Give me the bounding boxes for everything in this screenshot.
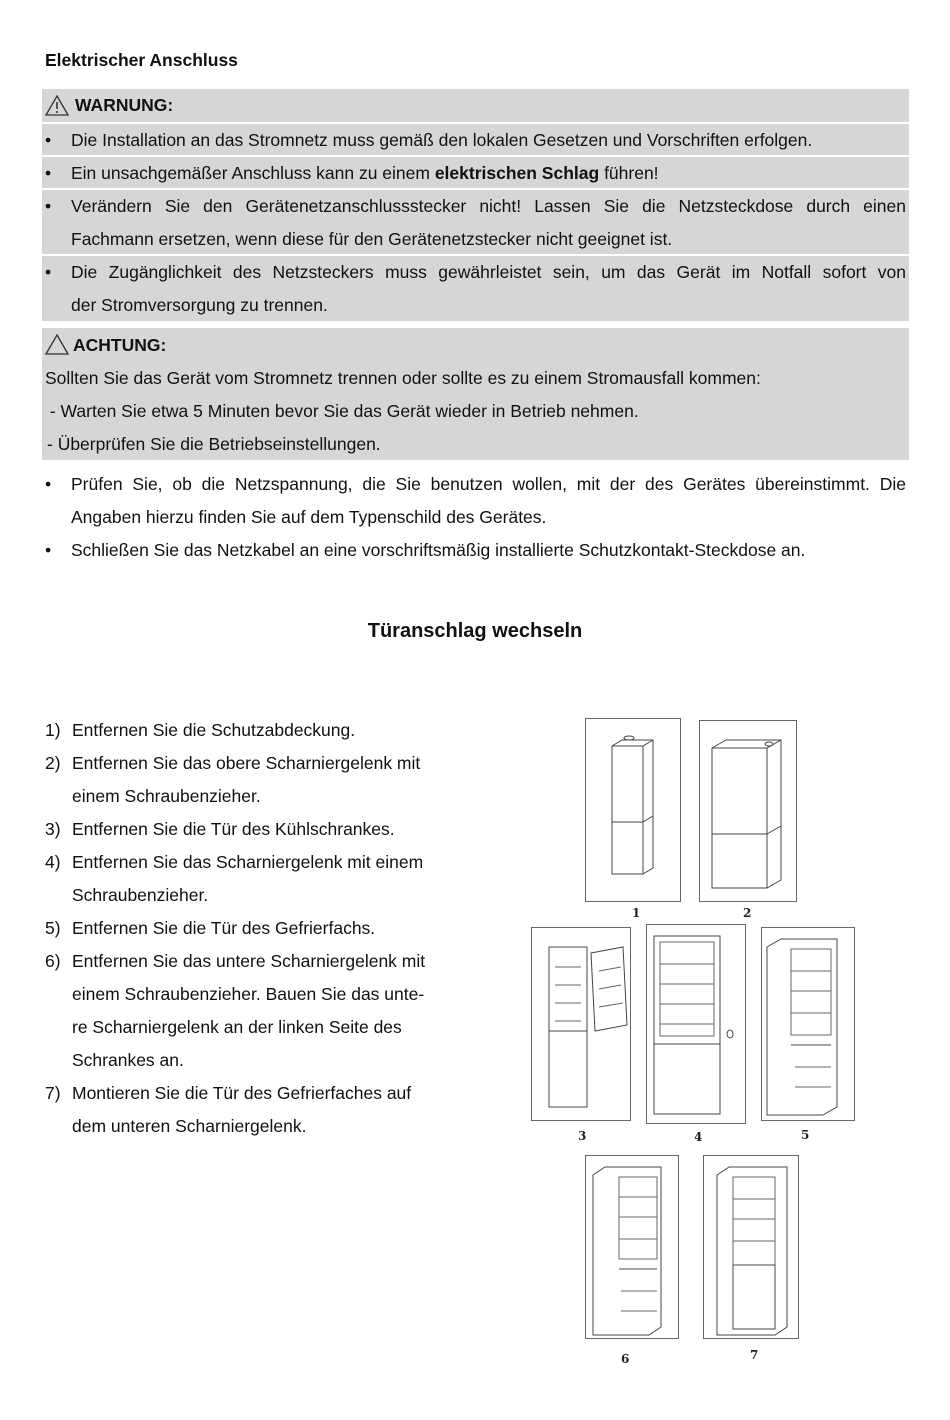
warning-item-cont: Fachmann ersetzen, wenn diese für den Gerätenetzstecker nicht geeignet ist. <box>71 229 673 249</box>
emphasis-text: elektrischen Schlag <box>434 163 600 183</box>
figure-6 <box>585 1155 679 1339</box>
bullet-icon: • <box>45 163 52 183</box>
figure-label: 1 <box>632 906 641 920</box>
figure-3 <box>531 927 631 1121</box>
bullet-icon: • <box>45 540 52 560</box>
step-item-cont: re Scharniergelenk an der linken Seite des <box>72 1017 402 1037</box>
figure-label: 5 <box>801 1128 810 1142</box>
caution-intro: Sollten Sie das Gerät vom Stromnetz trennen oder sollte es zu einem Stromausfall kommen: <box>45 368 761 388</box>
step-item-cont: Schrankes an. <box>72 1050 184 1070</box>
warning-item: • Ein unsachgemäßer Anschluss kann zu einem elektrischen Schlag führen! <box>42 157 909 190</box>
bullet-icon: • <box>45 130 52 150</box>
step-item-cont: dem unteren Scharniergelenk. <box>72 1116 307 1136</box>
step-item: 1) Entfernen Sie die Schutzabdeckung. <box>45 720 356 740</box>
figure-label: 6 <box>621 1352 630 1366</box>
caution-line: - Überprüfen Sie die Betriebseinstellungen. <box>47 434 381 454</box>
step-item: 6) Entfernen Sie das untere Scharniergelenk mit <box>45 951 426 971</box>
warning-item-cont: der Stromversorgung zu trennen. <box>71 295 328 315</box>
warning-item: • Die Zugänglichkeit des Netzsteckers muss gewährleistet sein, um das Gerät im Notfall sofort von <box>42 256 909 289</box>
step-item-cont: einem Schraubenzieher. <box>72 786 261 806</box>
figure-label: 7 <box>750 1348 759 1362</box>
step-item-cont: einem Schraubenzieher. Bauen Sie das unte- <box>72 984 425 1004</box>
caution-line: - Warten Sie etwa 5 Minuten bevor Sie das Gerät wieder in Betrieb nehmen. <box>45 401 639 421</box>
warning-item: • Verändern Sie den Gerätenetzanschlussstecker nicht! Lassen Sie die Netzsteckdose durch einen <box>42 190 909 223</box>
figure-label: 3 <box>578 1129 587 1143</box>
figure-4 <box>646 924 746 1124</box>
step-item: 5) Entfernen Sie die Tür des Gefrierfachs. <box>45 918 376 938</box>
figure-label: 4 <box>694 1130 703 1144</box>
info-bullet: • Schließen Sie das Netzkabel an eine vorschriftsmäßig installierte Schutzkontakt-Steckdose an. <box>42 534 909 567</box>
caution-box <box>42 328 909 460</box>
figure-label: 2 <box>743 906 752 920</box>
figure-1 <box>585 718 681 902</box>
info-bullet-cont: Angaben hierzu finden Sie auf dem Typenschild des Gerätes. <box>71 507 547 527</box>
step-item: 4) Entfernen Sie das Scharniergelenk mit einem <box>45 852 424 872</box>
figure-7 <box>703 1155 799 1339</box>
warning-item: • Die Installation an das Stromnetz muss gemäß den lokalen Gesetzen und Vorschriften erfolgen. <box>42 124 909 157</box>
door-section-title: Türanschlag wechseln <box>367 620 583 642</box>
step-item: 2) Entfernen Sie das obere Scharniergelenk mit <box>45 753 421 773</box>
figure-5 <box>761 927 855 1121</box>
steps-list <box>45 714 485 1154</box>
bullet-icon: • <box>45 196 52 216</box>
bullet-icon: • <box>45 474 52 494</box>
warning-box <box>42 89 909 321</box>
step-item: 7) Montieren Sie die Tür des Gefrierfaches auf <box>45 1083 412 1103</box>
info-bullet: • Prüfen Sie, ob die Netzspannung, die Sie benutzen wollen, mit der des Gerätes übereinstimmt. Die <box>42 468 909 501</box>
warning-heading: WARNUNG: <box>42 89 909 122</box>
step-item-cont: Schraubenzieher. <box>72 885 209 905</box>
step-item: 3) Entfernen Sie die Tür des Kühlschrankes. <box>45 819 395 839</box>
section-title: Elektrischer Anschluss <box>45 50 238 70</box>
figure-2 <box>699 720 797 902</box>
bullet-icon: • <box>45 262 52 282</box>
caution-heading: ACHTUNG: <box>42 329 909 362</box>
